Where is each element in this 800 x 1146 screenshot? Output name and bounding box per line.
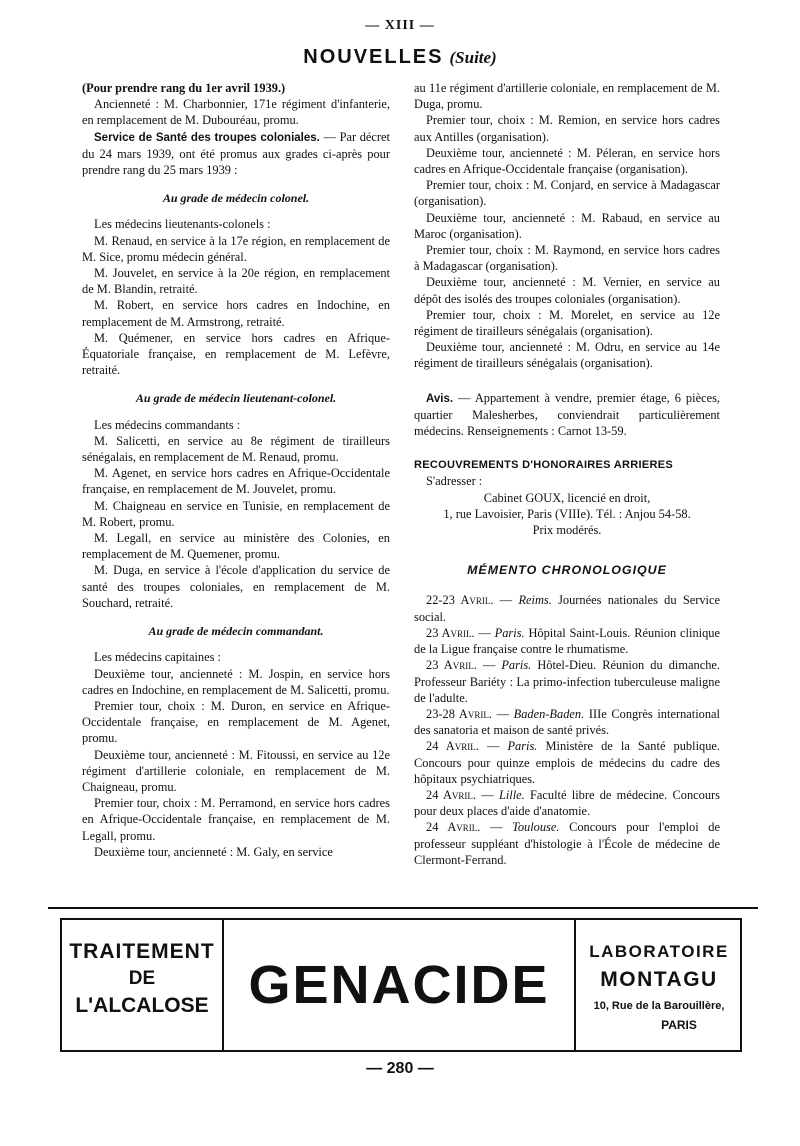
ad-right-city: PARIS [661,1018,697,1032]
ad-product-name: GENACIDE [248,955,550,1015]
list-item: M. Salicetti, en service au 8e régiment de tirailleurs sénégalais, en remplacement de M. Renaud, promu. [82,433,390,465]
list-item: Deuxième tour, ancienneté : M. Jospin, en service hors cadres en Indochine, en remplacement de M. Salicetti, promu. [82,666,390,697]
memento-date: 22-23 Avril. [426,593,494,608]
title-suite: (Suite) [449,48,497,67]
ad-left-line: TRAITEMENT [69,940,215,963]
memento-dash: — [478,739,508,754]
ad-right-panel [574,920,742,1050]
list-item: Deuxième tour, ancienneté : M. Péleran, en service hors cadres en Afrique-Occidentale française (organisation). [414,145,720,177]
section-title [0,46,800,69]
list-intro: Les médecins capitaines : [94,650,221,665]
memento-entry [414,657,720,706]
memento-text: Journées nationales du Service social. [414,593,720,624]
subheading-lieutenant-colonel: Au grade de médecin lieutenant-colonel. [135,391,337,406]
subheading-commandant: Au grade de médecin commandant. [148,624,324,639]
memento-dash: — [493,593,519,608]
ad-left-line: L'ALCALOSE [75,994,209,1017]
list-item: Deuxième tour, ancienneté : M. Odru, en service au 14e régiment de tirailleurs sénégalais (organisation). [414,340,720,371]
seniority-paragraph: Ancienneté : M. Charbonnier, 171e régiment d'infanterie, en remplacement de M. Dubouréau, promu. [82,97,390,128]
memento-date: 24 Avril. [426,739,479,754]
memento-list [414,592,720,867]
memento-dash: — [480,820,513,835]
list-item: Deuxième tour, ancienneté : M. Galy, en service [94,844,333,859]
decree-paragraph [82,129,390,179]
list-item: M. Agenet, en service hors cadres en Afrique-Occidentale française, en remplacement de M. Jouvelet, promu. [82,466,390,497]
avis-label: Avis. [426,392,454,405]
recouvrements-line: Cabinet GOUX, licencié en droit, [483,490,651,505]
advertisement-box [60,918,742,1052]
memento-text: Hôtel-Dieu. Réunion du dimanche. Professeur Bariéty : La primo-infection tuberculeuse maligne de l'adulte. [414,658,720,705]
memento-date: 23-28 Avril. [426,706,492,721]
memento-text: Ministère de la Santé publique. Concours pour quinze emplois de médecins du cadre des hôpitaux psychiatriques. [414,739,720,786]
avis-paragraph [414,390,720,440]
memento-text: Hôpital Saint-Louis. Réunion clinique de la Ligue française contre le rhumatisme. [414,625,720,657]
list-item: Premier tour, choix : M. Duron, en service en Afrique-Occidentale française, en remplacement de M. Agenet, promu. [82,698,390,746]
recouvrements-intro: S'adresser : [426,474,483,489]
memento-entry [414,625,720,657]
recouvrements-line: 1, rue Lavoisier, Paris (VIIIe). Tél. : Anjou 54-58. [443,506,691,521]
ad-left-line: DE [128,968,156,989]
list-item: Premier tour, choix : M. Perramond, en service hors cadres en Afrique-Occidentale française, en remplacement de M. Legall, promu. [82,796,390,843]
recouvrements-heading: RECOUVREMENTS D'HONORAIRES ARRIERES [414,459,674,472]
memento-text: IIIe Congrès international des sanatoria et maison de santé privés. [414,706,720,738]
memento-dash: — [474,625,495,640]
list-intro: Les médecins commandants : [94,417,241,432]
list-item: M. Renaud, en service à la 17e région, en remplacement de M. Sice, promu médecin général. [82,233,390,264]
list-intro: Les médecins lieutenants-colonels : [94,217,271,232]
memento-place: Lille. [498,787,525,802]
decree-heading: Service de Santé des troupes coloniales. [94,131,320,144]
continuation-text: au 11e régiment d'artillerie coloniale, en remplacement de M. Duga, promu. [414,81,720,112]
memento-place: Paris. [507,739,538,754]
page-number: — 280 — [366,1060,434,1077]
memento-date: 23 Avril. [426,658,477,673]
list-item: Deuxième tour, ancienneté : M. Fitoussi, en service au 12e régiment d'artillerie coloniale, en remplacement de M. Chaigneau, promu. [82,747,390,794]
list-item: M. Chaigneau en service en Tunisie, en remplacement de M. Robert, promu. [82,498,390,529]
recouvrements-line: Prix modérés. [532,523,602,538]
rank-note: (Pour prendre rang du 1er avril 1939.) [82,81,286,95]
subheading-colonel: Au grade de médecin colonel. [162,191,310,206]
list-item: Deuxième tour, ancienneté : M. Vernier, en service au dépôt des isolés des troupes coloniales (organisation). [414,275,720,306]
ad-right-address: 10, Rue de la Barouillère, [593,1000,725,1012]
memento-place: Toulouse. [512,820,560,835]
memento-entry [414,787,720,819]
list-item: Premier tour, choix : M. Remion, en service hors cadres aux Antilles (organisation). [414,113,720,144]
right-column [414,80,720,868]
list-item: M. Legall, en service au ministère des Colonies, en remplacement de M. Quemener, promu. [82,531,390,562]
divider-rule [48,907,758,909]
memento-entry [414,738,720,787]
memento-entry [414,706,720,738]
ad-right-line: LABORATOIRE [589,942,729,961]
memento-heading: MÉMENTO CHRONOLOGIQUE [467,563,667,578]
memento-entry [414,592,720,624]
memento-dash: — [491,706,514,721]
memento-date: 23 Avril. [426,625,475,640]
memento-place: Reims. [518,593,552,608]
memento-dash: — [476,787,499,802]
memento-place: Paris. [494,625,525,640]
list-item: M. Quémener, en service hors cadres en Afrique-Équatoriale française, en remplacement de M. Lefèvre, retraité. [82,330,390,378]
memento-place: Baden-Baden. [513,706,585,721]
ad-left-panel [62,920,224,1050]
list-item: Premier tour, choix : M. Conjard, en service à Madagascar (organisation). [414,178,720,209]
memento-text: Faculté libre de médecine. Concours pour deux places d'aide d'anatomie. [414,787,720,819]
list-item: Deuxième tour, ancienneté : M. Rabaud, en service au Maroc (organisation). [414,210,720,241]
ad-right-line: MONTAGU [600,968,718,991]
list-item: M. Robert, en service hors cadres en Indochine, en remplacement de M. Armstrong, retraité. [82,298,390,329]
list-item: M. Jouvelet, en service à la 20e région, en remplacement de M. Blandin, retraité. [82,266,390,297]
memento-date: 24 Avril. [426,787,477,802]
memento-entry [414,819,720,868]
memento-date: 24 Avril. [426,820,481,835]
memento-text: Concours pour l'emploi de professeur suppléant d'histologie à l'École de médecine de Clermont-Ferrand. [414,820,720,867]
memento-dash: — [476,658,502,673]
memento-place: Paris. [501,658,532,673]
list-item: M. Duga, en service à l'école d'application du service de santé des troupes coloniales, en remplacement de M. Souchard, retraité. [82,563,390,610]
list-item: Premier tour, choix : M. Morelet, en service au 12e régiment de tirailleurs sénégalais (organisation). [414,307,720,339]
title-nouvelles: NOUVELLES [303,46,444,68]
list-item: Premier tour, choix : M. Raymond, en service hors cadres à Madagascar (organisation). [414,243,720,274]
page-roman-numeral: — XIII — [365,18,435,33]
left-column [82,80,390,860]
avis-text: — Appartement à vendre, premier étage, 6 pièces, quartier Malesherbes, conviendrait particulièrement médecins. Renseignements : Carnot 13-59. [414,390,720,439]
decree-text: — Par décret du 24 mars 1939, ont été promus aux grades ci-après pour prendre rang du 25 mars 1939 : [82,129,390,178]
